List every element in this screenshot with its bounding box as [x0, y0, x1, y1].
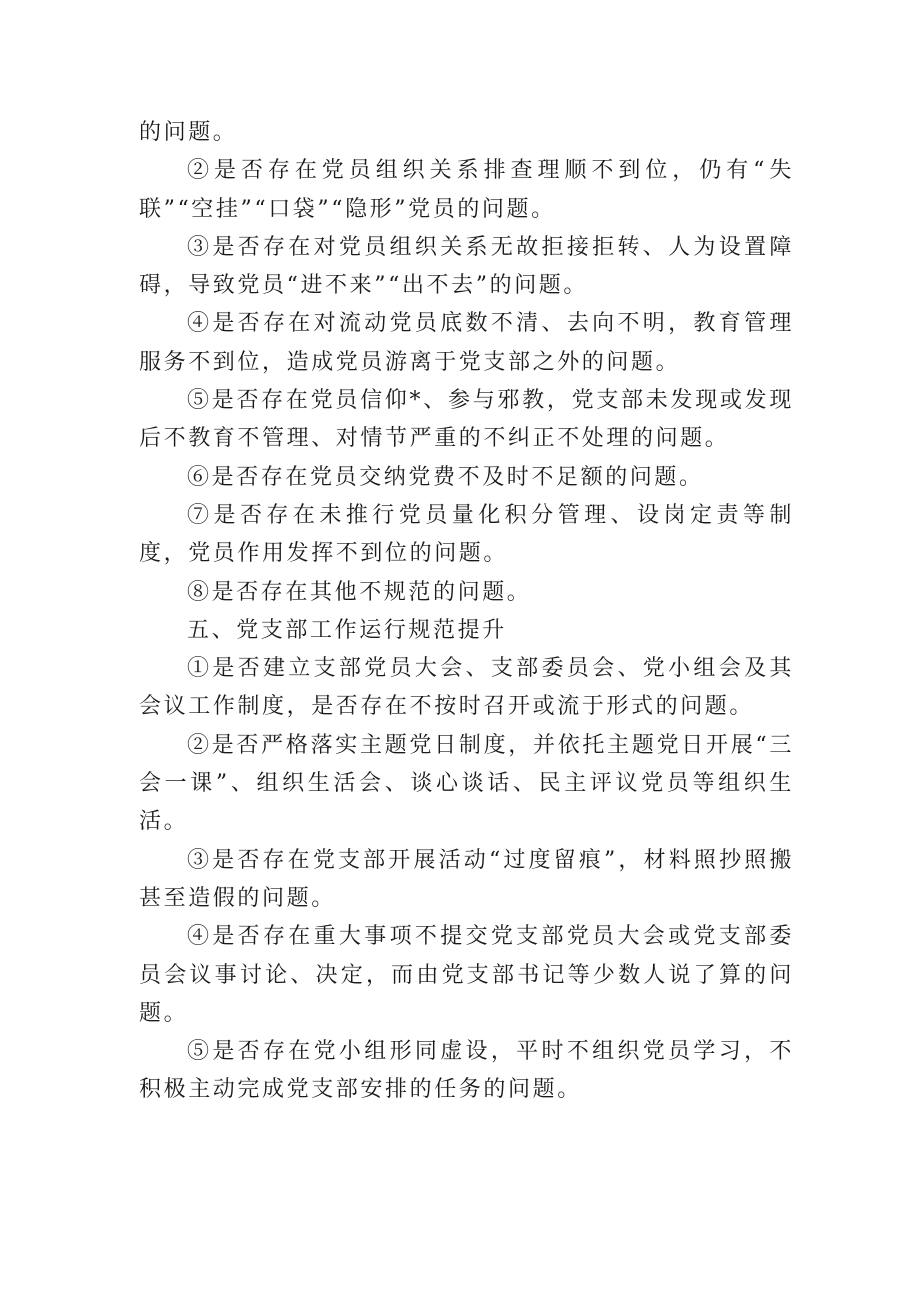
paragraph-item-8: ⑧是否存在其他不规范的问题。: [187, 579, 532, 605]
paragraph-section5-item-5: ⑤是否存在党小组形同虚设，平时不组织党员学习，不积极主动完成党支部安排的任务的问题。: [139, 1039, 794, 1103]
paragraph-section5-item-2: ②是否严格落实主题党日制度，并依托主题党日开展“三会一课”、组织生活会、谈心谈话、民主评议党员等组织生活。: [139, 732, 794, 835]
document-body: [139, 114, 794, 1110]
paragraph-section5-item-3: ③是否存在党支部开展活动“过度留痕”，材料照抄照搬甚至造假的问题。: [139, 847, 794, 911]
paragraph-item-6: ⑥是否存在党员交纳党费不及时不足额的问题。: [187, 464, 704, 490]
paragraph-section5-item-4: ④是否存在重大事项不提交党支部党员大会或党支部委员会议事讨论、决定，而由党支部书记等少数人说了算的问题。: [139, 924, 794, 1026]
paragraph-continued: 的问题。: [139, 120, 238, 145]
paragraph-section5-item-1: ①是否建立支部党员大会、支部委员会、党小组会及其会议工作制度，是否存在不按时召开或流于形式的问题。: [139, 656, 794, 720]
paragraph-item-2: ②是否存在党员组织关系排查理顺不到位，仍有“失联”“空挂”“口袋”“隐形”党员的问题。: [139, 158, 794, 222]
paragraph-item-5: ⑤是否存在党员信仰*、参与邪教，党支部未发现或发现后不教育不管理、对情节严重的不纠正不处理的问题。: [139, 388, 794, 452]
paragraph-item-4: ④是否存在对流动党员底数不清、去向不明，教育管理服务不到位，造成党员游离于党支部之外的问题。: [139, 311, 794, 375]
paragraph-item-3: ③是否存在对党员组织关系无故拒接拒转、人为设置障碍，导致党员“进不来”“出不去”的问题。: [139, 234, 794, 299]
paragraph-item-7: ⑦是否存在未推行党员量化积分管理、设岗定责等制度，党员作用发挥不到位的问题。: [139, 502, 794, 567]
section-heading: 五、党支部工作运行规范提升: [187, 617, 507, 643]
